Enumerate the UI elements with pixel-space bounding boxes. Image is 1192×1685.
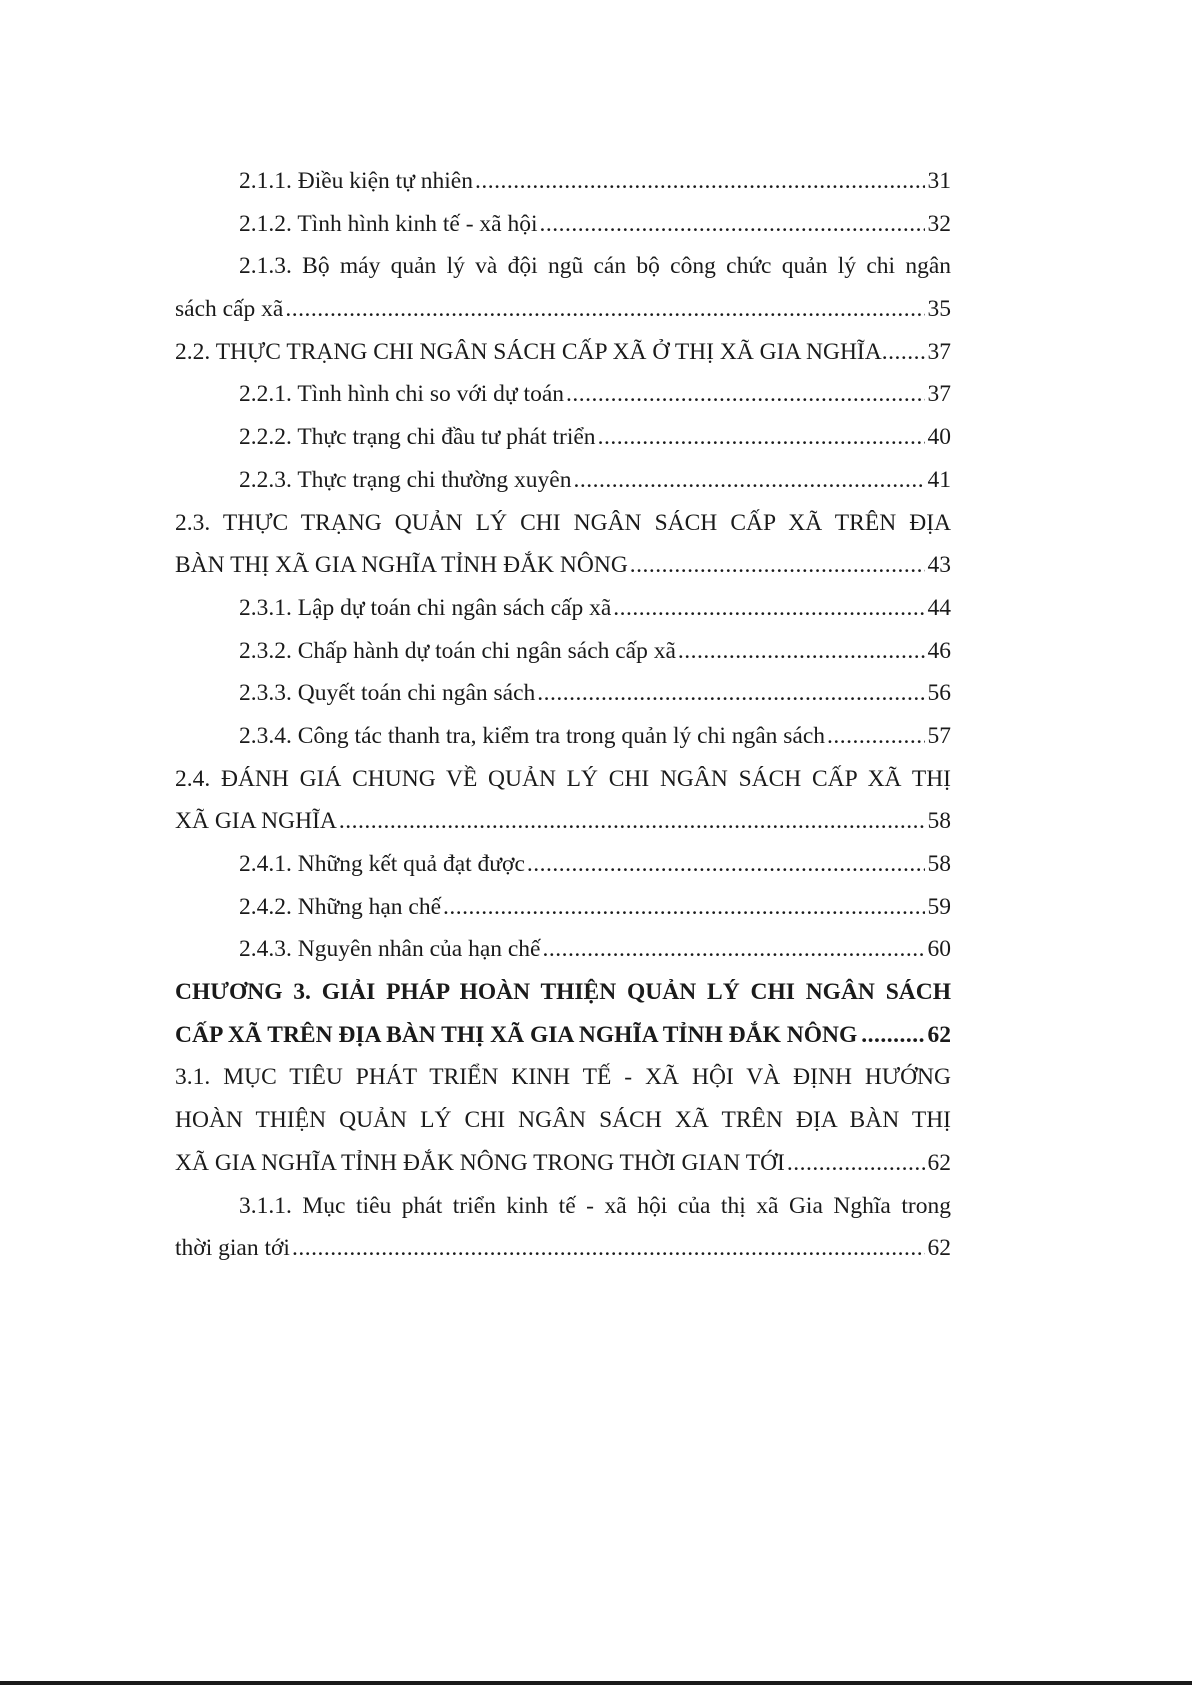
toc-page-number: 62	[927, 1149, 951, 1176]
dot-leader	[827, 715, 924, 758]
toc-page-number: 58	[927, 851, 951, 877]
dot-leader	[537, 672, 924, 715]
dot-leader	[527, 843, 925, 886]
toc-entry-title: 2.3.4. Công tác thanh tra, kiểm tra trong quản lý chi ngân sách	[239, 722, 826, 749]
toc-page-number: 40	[927, 424, 951, 451]
dot-leader	[443, 886, 925, 929]
toc-entry[interactable]	[175, 630, 951, 673]
toc-entry-line[interactable]: 3.1. MỤC TIÊU PHÁT TRIỂN KINH TẾ - XÃ HỘI VÀ ĐỊNH HƯỚNG	[175, 1064, 951, 1091]
toc-entry-line[interactable]: 2.1.3. Bộ máy quản lý và đội ngũ cán bộ công chức quản lý chi ngân	[239, 253, 951, 280]
toc-page-number: 56	[927, 680, 951, 707]
dot-leader	[787, 1142, 925, 1185]
toc-entry[interactable]	[175, 416, 951, 459]
dot-leader	[475, 160, 925, 203]
dot-leader	[542, 928, 924, 971]
toc-page-number: 32	[927, 210, 951, 237]
page-bottom-edge	[0, 1681, 1192, 1685]
dot-leader	[678, 630, 925, 673]
toc-entry-title: XÃ GIA NGHĨA TỈNH ĐẮK NÔNG TRONG THỜI GIAN TỚI	[175, 1149, 785, 1176]
toc-entry-title: 2.4.1. Những kết quả đạt được	[239, 851, 525, 877]
toc-entry[interactable]	[175, 886, 951, 929]
toc-page-number: 31	[927, 168, 951, 194]
toc-page-number: 57	[927, 722, 951, 749]
toc-entry-title: 2.3.3. Quyết toán chi ngân sách	[239, 680, 536, 707]
toc-entry-title: 2.2.3. Thực trạng chi thường xuyên	[239, 466, 572, 493]
toc-page-number: 62	[927, 1021, 951, 1048]
toc-entry-line[interactable]: 2.3. THỰC TRẠNG QUẢN LÝ CHI NGÂN SÁCH CẤP XÃ TRÊN ĐỊA	[175, 509, 951, 536]
toc-entry-title: 2.3.2. Chấp hành dự toán chi ngân sách cấp xã	[239, 637, 676, 664]
toc-entry[interactable]	[175, 1142, 951, 1185]
dot-leader	[630, 544, 925, 587]
toc-entry[interactable]	[175, 544, 951, 587]
toc-entry[interactable]	[175, 459, 951, 502]
toc-entry-title: 2.1.2. Tình hình kinh tế - xã hội	[239, 210, 538, 237]
toc-entry-title: 2.3.1. Lập dự toán chi ngân sách cấp xã	[239, 594, 612, 621]
toc-chapter-entry[interactable]	[175, 1014, 951, 1057]
toc-page-number: 58	[927, 808, 951, 835]
toc-entry[interactable]	[175, 715, 951, 758]
dot-leader	[540, 203, 925, 246]
toc-page-number: 41	[927, 466, 951, 493]
toc-page-number: 37	[927, 338, 951, 365]
dot-leader	[566, 373, 925, 416]
toc-entry-title: CẤP XÃ TRÊN ĐỊA BÀN THỊ XÃ GIA NGHĨA TỈNH ĐẮK NÔNG	[175, 1021, 858, 1048]
dot-leader	[613, 587, 924, 630]
toc-page-number: 62	[927, 1235, 951, 1262]
toc-entry-title: 2.1.1. Điều kiện tự nhiên	[239, 168, 473, 194]
toc-entry-title: sách cấp xã	[175, 296, 284, 323]
table-of-contents	[175, 160, 951, 1270]
dot-leader	[339, 800, 925, 843]
toc-entry-title: 2.4.2. Những hạn chế	[239, 893, 441, 920]
dot-leader	[861, 1014, 925, 1057]
toc-entry[interactable]	[175, 331, 951, 374]
toc-entry[interactable]	[175, 843, 951, 886]
toc-entry[interactable]	[175, 800, 951, 843]
toc-entry[interactable]	[175, 1227, 951, 1270]
toc-entry-line[interactable]: HOÀN THIỆN QUẢN LÝ CHI NGÂN SÁCH XÃ TRÊN ĐỊA BÀN THỊ	[175, 1107, 951, 1134]
toc-page-number: 37	[927, 381, 951, 408]
toc-entry-title: thời gian tới	[175, 1235, 290, 1262]
toc-entry[interactable]	[175, 160, 951, 203]
toc-page-number: 44	[927, 594, 951, 621]
toc-entry[interactable]	[175, 672, 951, 715]
toc-page-number: 43	[927, 552, 951, 579]
toc-page-number: 60	[927, 936, 951, 963]
dot-leader	[573, 459, 924, 502]
toc-chapter-line[interactable]: CHƯƠNG 3. GIẢI PHÁP HOÀN THIỆN QUẢN LÝ CHI NGÂN SÁCH	[175, 979, 951, 1006]
toc-entry-title: BÀN THỊ XÃ GIA NGHĨA TỈNH ĐẮK NÔNG	[175, 552, 628, 579]
dot-leader	[882, 331, 928, 374]
toc-entry[interactable]	[175, 928, 951, 971]
toc-page-number: 59	[927, 893, 951, 920]
toc-entry[interactable]	[175, 373, 951, 416]
toc-entry-title: XÃ GIA NGHĨA	[175, 808, 337, 835]
toc-entry-title: 2.2. THỰC TRẠNG CHI NGÂN SÁCH CẤP XÃ Ở THỊ XÃ GIA NGHĨA	[175, 338, 882, 365]
dot-leader	[292, 1227, 925, 1270]
toc-entry-title: 2.2.1. Tình hình chi so với dự toán	[239, 381, 564, 408]
dot-leader	[598, 416, 925, 459]
toc-entry[interactable]	[175, 288, 951, 331]
toc-page-number: 46	[927, 637, 951, 664]
toc-entry-line[interactable]: 2.4. ĐÁNH GIÁ CHUNG VỀ QUẢN LÝ CHI NGÂN SÁCH CẤP XÃ THỊ	[175, 765, 951, 792]
toc-entry-line[interactable]: 3.1.1. Mục tiêu phát triển kinh tế - xã hội của thị xã Gia Nghĩa trong	[239, 1192, 951, 1219]
toc-page-number: 35	[927, 296, 951, 323]
toc-entry-title: 2.2.2. Thực trạng chi đầu tư phát triển	[239, 424, 596, 451]
toc-entry[interactable]	[175, 203, 951, 246]
toc-entry[interactable]	[175, 587, 951, 630]
dot-leader	[285, 288, 924, 331]
toc-entry-title: 2.4.3. Nguyên nhân của hạn chế	[239, 936, 541, 963]
